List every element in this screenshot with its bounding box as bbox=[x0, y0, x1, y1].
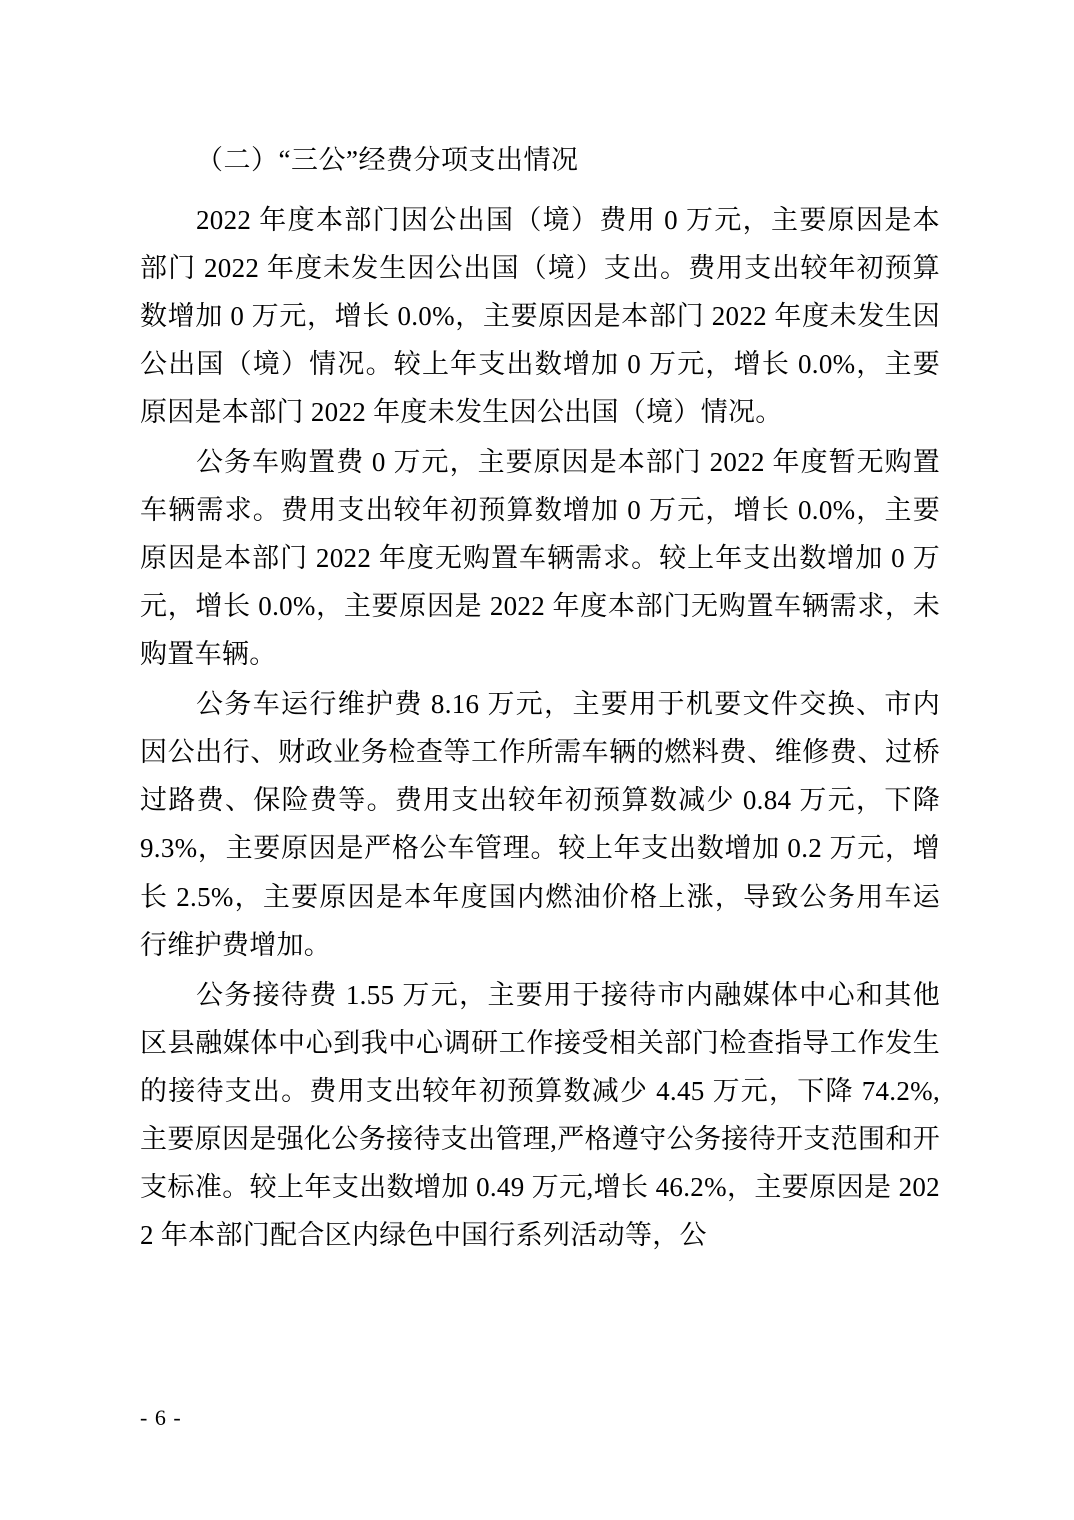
paragraph-vehicle-purchase: 公务车购置费 0 万元，主要原因是本部门 2022 年度暂无购置车辆需求。费用支出较年初预算数增加 0 万元，增长 0.0%，主要原因是本部门 2022 年度无购置车辆需求。较上年支出数增加 0 万元，增长 0.0%，主要原因是 2022 年度本部门无购置车辆需求，未购置车辆。 bbox=[140, 447, 940, 670]
paragraph-vehicle-maintenance: 公务车运行维护费 8.16 万元，主要用于机要文件交换、市内因公出行、财政业务检查等工作所需车辆的燃料费、维修费、过桥过路费、保险费等。费用支出较年初预算数减少 0.84 万元，下降 9.3%，主要原因是严格公车管理。较上年支出数增加 0.2 万元，增长 2.5%，主要原因是本年度国内燃油价格上涨，导致公务用车运行维护费增加。 bbox=[140, 689, 940, 960]
page-content bbox=[140, 140, 940, 1261]
page-number: - 6 - bbox=[140, 1405, 182, 1430]
paragraph-overseas-travel: 2022 年度本部门因公出国（境）费用 0 万元，主要原因是本部门 2022 年度未发生因公出国（境）支出。费用支出较年初预算数增加 0 万元，增长 0.0%，主要原因是本部门 2022 年度未发生因公出国（境）情况。较上年支出数增加 0 万元，增长 0.0%，主要原因是本部门 2022 年度未发生因公出国（境）情况。 bbox=[140, 204, 940, 428]
paragraph-official-reception: 公务接待费 1.55 万元，主要用于接待市内融媒体中心和其他区县融媒体中心到我中心调研工作接受相关部门检查指导工作发生的接待支出。费用支出较年初预算数减少 4.45 万元，下降 74.2%,主要原因是强化公务接待支出管理,严格遵守公务接待开支范围和开支标准。较上年支出数增加 0.49 万元,增长 46.2%，主要原因是 2022 年本部门配合区内绿色中国行系列活动等，公 bbox=[140, 979, 940, 1250]
section-heading: （二）“三公”经费分项支出情况 bbox=[196, 145, 579, 175]
